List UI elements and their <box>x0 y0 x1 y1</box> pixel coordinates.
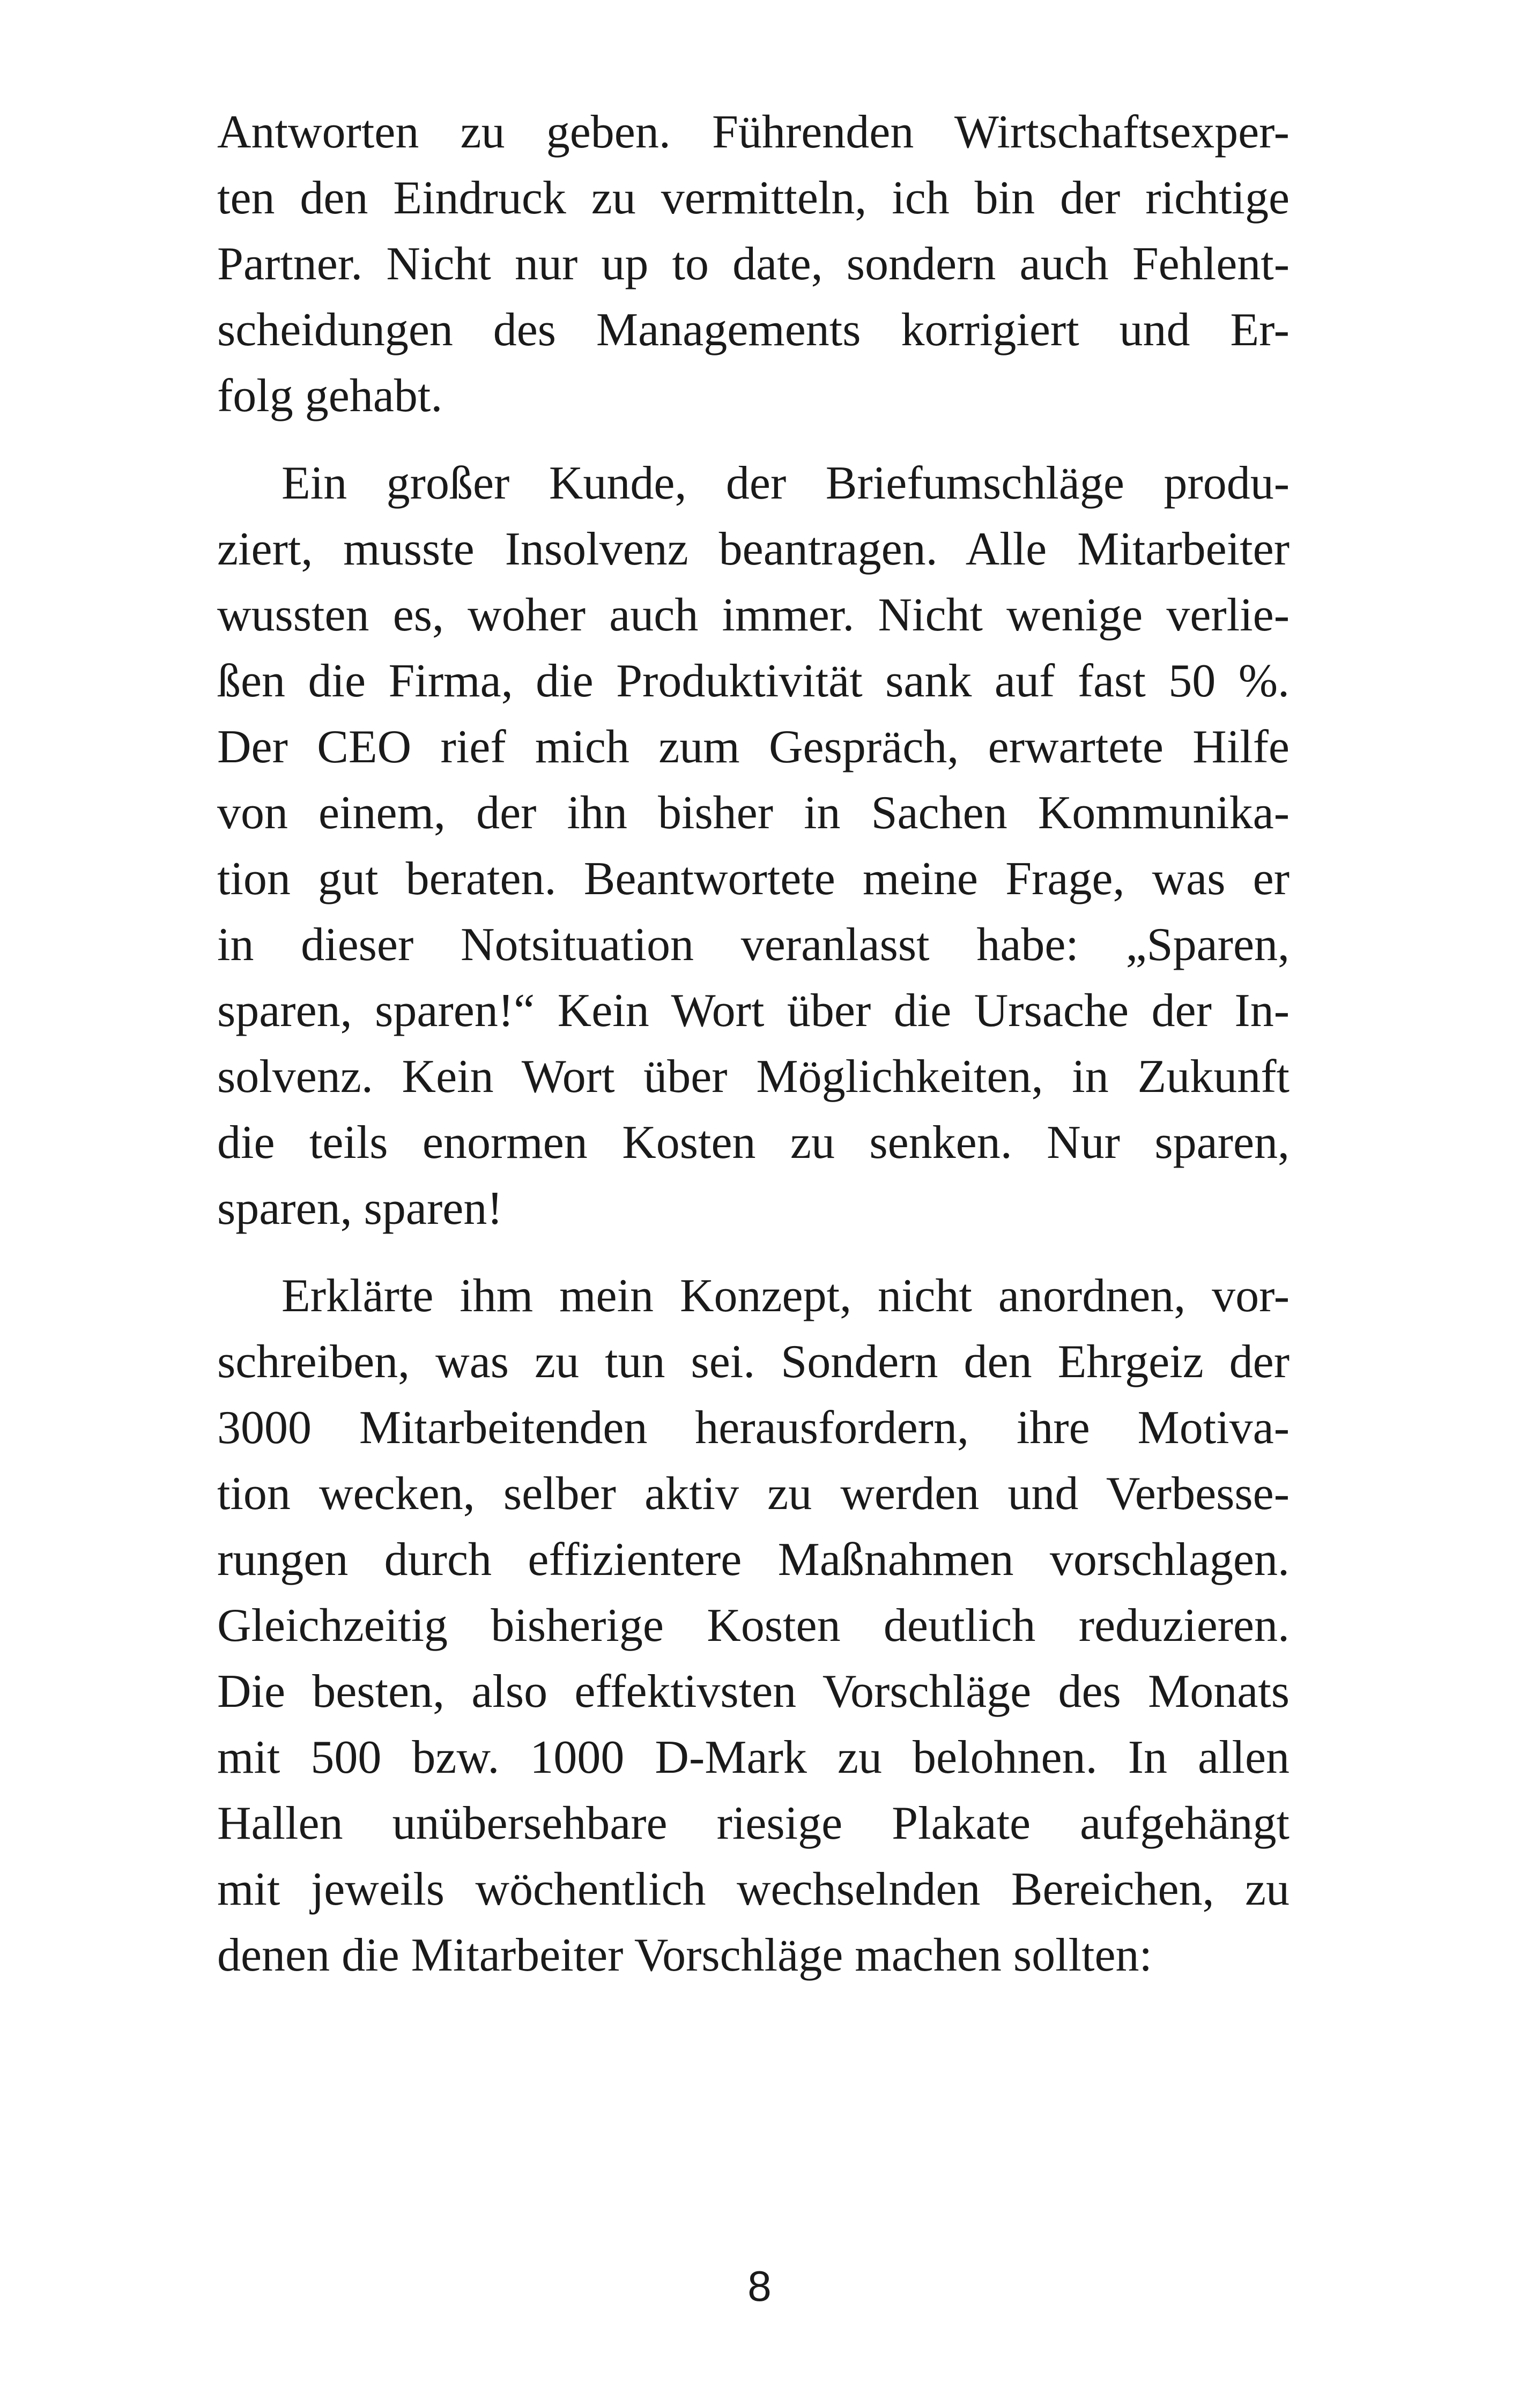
text-line: rungen durch effizientere Maßnahmen vorschlagen. <box>217 1534 1290 1586</box>
text-line: Partner. Nicht nur up to date, sondern auch Fehlent- <box>217 238 1290 290</box>
body-text <box>217 99 1290 1988</box>
text-line: Der CEO rief mich zum Gespräch, erwartete Hilfe <box>217 721 1290 773</box>
text-line: denen die Mitarbeiter Vorschläge machen sollten: <box>217 1929 1152 1981</box>
paragraph-1 <box>217 99 1290 429</box>
text-line: 3000 Mitarbeitenden herausfordern, ihre Motiva- <box>217 1402 1290 1454</box>
text-line: Ein großer Kunde, der Briefumschläge produ- <box>281 457 1290 509</box>
text-line: ßen die Firma, die Produktivität sank auf fast 50 %. <box>217 655 1290 707</box>
text-line: von einem, der ihn bisher in Sachen Kommunika- <box>217 787 1290 839</box>
text-line: scheidungen des Managements korrigiert und Er- <box>217 304 1290 356</box>
text-line: mit 500 bzw. 1000 D-Mark zu belohnen. In allen <box>217 1731 1290 1783</box>
text-line: Gleichzeitig bisherige Kosten deutlich reduzieren. <box>217 1600 1290 1652</box>
text-line: Die besten, also effektivsten Vorschläge des Monats <box>217 1666 1290 1718</box>
paragraph-2 <box>217 450 1290 1242</box>
text-line: schreiben, was zu tun sei. Sondern den Ehrgeiz der <box>217 1336 1290 1388</box>
text-line: tion wecken, selber aktiv zu werden und Verbesse- <box>217 1468 1290 1520</box>
text-line: ten den Eindruck zu vermitteln, ich bin der richtige <box>217 172 1290 224</box>
text-line: sparen, sparen!“ Kein Wort über die Ursache der In- <box>217 985 1290 1037</box>
text-line: tion gut beraten. Beantwortete meine Frage, was er <box>217 853 1290 905</box>
text-line: sparen, sparen! <box>217 1183 503 1235</box>
text-line: in dieser Notsituation veranlasst habe: „Sparen, <box>217 919 1290 971</box>
paragraph-3 <box>217 1263 1290 1988</box>
text-line: solvenz. Kein Wort über Möglichkeiten, in Zukunft <box>217 1051 1290 1103</box>
page-number: 8 <box>747 2262 772 2310</box>
text-line: Hallen unübersehbare riesige Plakate aufgehängt <box>217 1797 1290 1849</box>
text-line: Erklärte ihm mein Konzept, nicht anordnen, vor- <box>281 1270 1290 1322</box>
text-line: die teils enormen Kosten zu senken. Nur sparen, <box>217 1117 1290 1169</box>
text-line: wussten es, woher auch immer. Nicht wenige verlie- <box>217 589 1290 641</box>
text-line: mit jeweils wöchentlich wechselnden Bereichen, zu <box>217 1863 1290 1915</box>
text-line: ziert, musste Insolvenz beantragen. Alle Mitarbeiter <box>217 523 1290 575</box>
text-line: Antworten zu geben. Führenden Wirtschaftsexper- <box>217 106 1290 158</box>
text-line: folg gehabt. <box>217 370 443 422</box>
